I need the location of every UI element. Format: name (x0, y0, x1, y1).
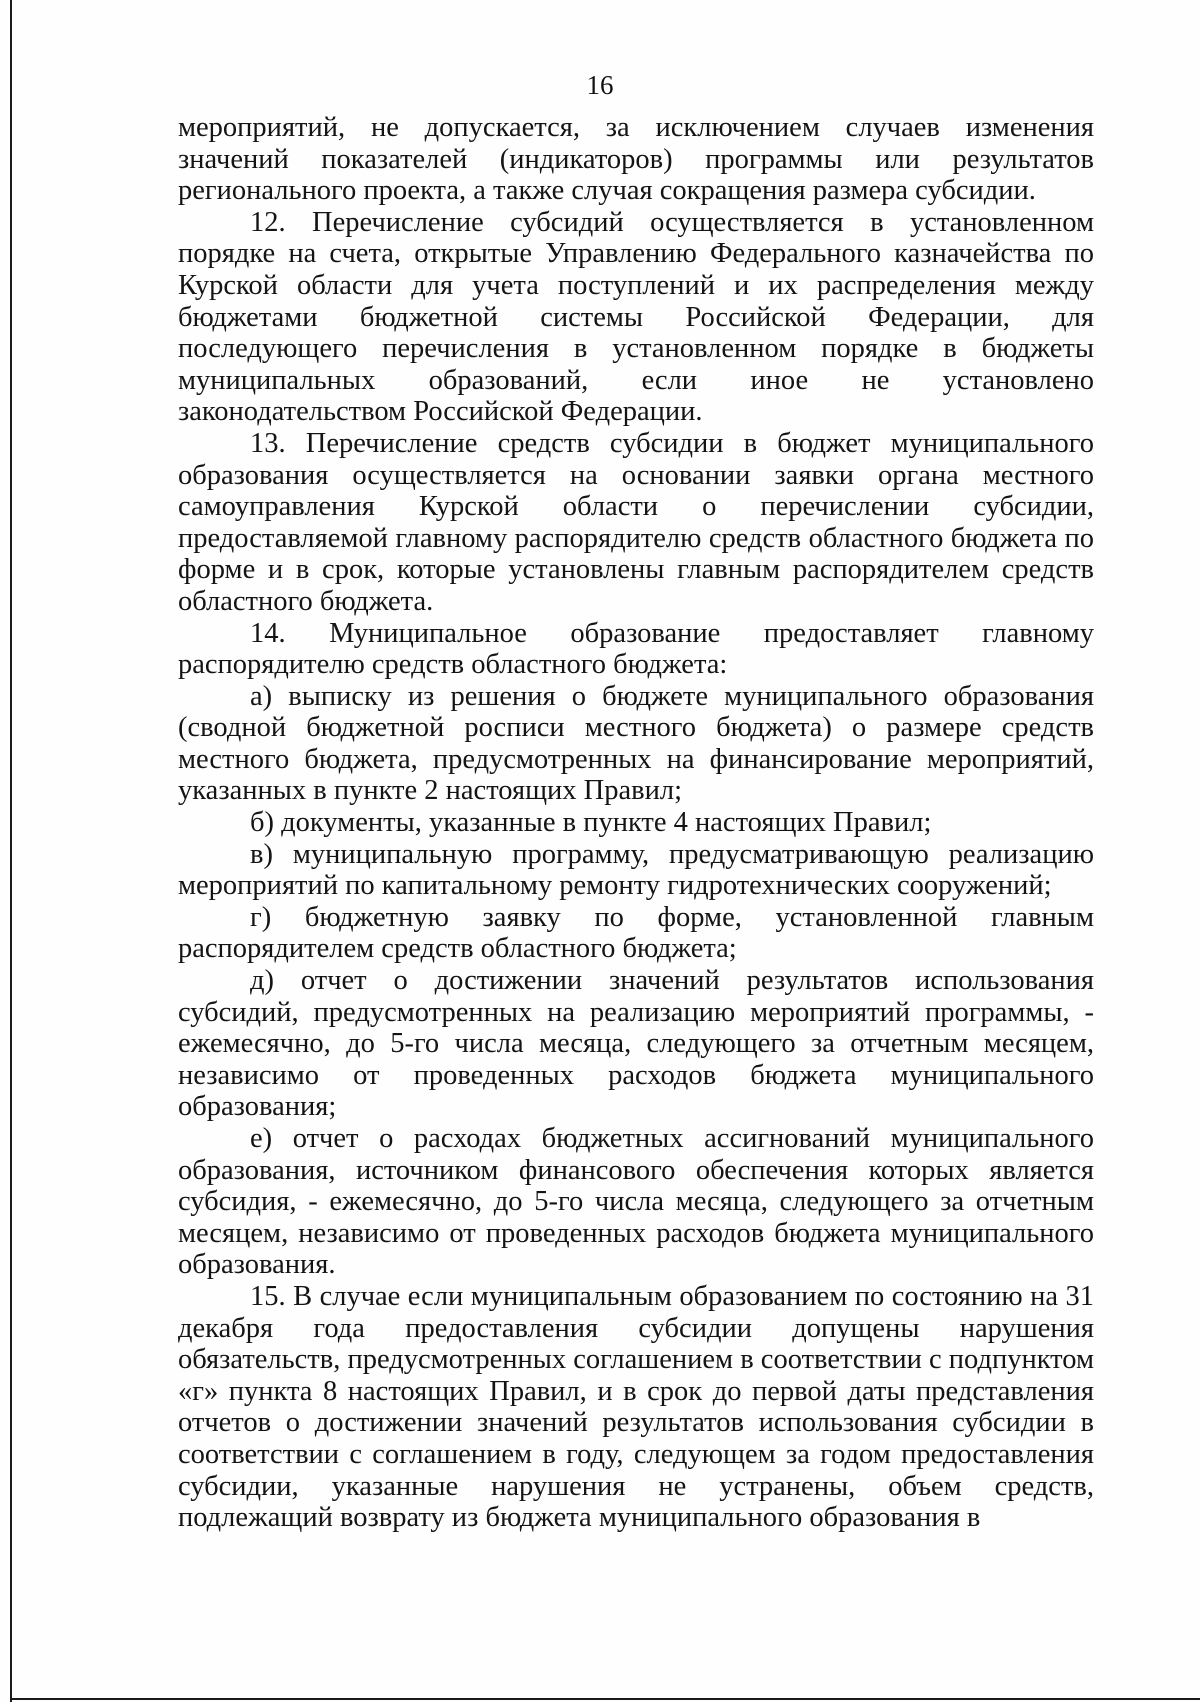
scan-edge-left (10, 0, 12, 1702)
paragraph-item-14: 14. Муниципальное образование предоставляет главному распорядителю средств областного бюджета: (178, 617, 1094, 681)
paragraph-subitem-v: в) муниципальную программу, предусматривающую реализацию мероприятий по капитальному ремонту гидротехнических сооружений; (178, 838, 1094, 902)
paragraph-item-12: 12. Перечисление субсидий осуществляется в установленном порядке на счета, открытые Управлению Федерального казначейства по Курской области для учета поступлений и их распределения между бюджетами бюджетной системы Российской Федерации, для последующего перечисления в установленном порядке в бюджеты муниципальных образований, если иное не установлено законодательством Российской Федерации. (178, 206, 1094, 428)
paragraph-subitem-d: д) отчет о достижении значений результатов использования субсидий, предусмотренных на реализацию мероприятий программы, - ежемесячно, до 5-го числа месяца, следующего за отчетным месяцем, независимо от проведенных расходов бюджета муниципального образования; (178, 965, 1094, 1123)
paragraph-subitem-e: е) отчет о расходах бюджетных ассигнований муниципального образования, источником финансового обеспечения которых является субсидия, - ежемесячно, до 5-го числа месяца, следующего за отчетным месяцем, независимо от проведенных расходов бюджета муниципального образования. (178, 1123, 1094, 1281)
page-number: 16 (586, 70, 614, 100)
document-body (178, 112, 1094, 1534)
paragraph-subitem-a: а) выписку из решения о бюджете муниципального образования (сводной бюджетной росписи местного бюджета) о размере средств местного бюджета, предусмотренных на финансирование мероприятий, указанных в пункте 2 настоящих Правил; (178, 680, 1094, 807)
paragraph-subitem-g: г) бюджетную заявку по форме, установленной главным распорядителем средств областного бюджета; (178, 901, 1094, 965)
paragraph-item-13: 13. Перечисление средств субсидии в бюджет муниципального образования осуществляется на основании заявки органа местного самоуправления Курской области о перечислении субсидии, предоставляемой главному распорядителю средств областного бюджета по форме и в срок, которые установлены главным распорядителем средств областного бюджета. (178, 427, 1094, 617)
paragraph-item-15: 15. В случае если муниципальным образованием по состоянию на 31 декабря года предоставления субсидии допущены нарушения обязательств, предусмотренных соглашением в соответствии с подпунктом «г» пункта 8 настоящих Правил, и в срок до первой даты представления отчетов о достижении значений результатов использования субсидии в соответствии с соглашением в году, следующем за годом предоставления субсидии, указанные нарушения не устранены, объем средств, подлежащий возврату из бюджета муниципального образования в (178, 1280, 1094, 1534)
scan-edge-bottom (10, 1698, 1200, 1700)
paragraph-continuation: мероприятий, не допускается, за исключением случаев изменения значений показателей (индикаторов) программы или результатов регионального проекта, а также случая сокращения размера субсидии. (178, 112, 1094, 207)
paragraph-subitem-b: б) документы, указанные в пункте 4 настоящих Правил; (250, 807, 932, 839)
